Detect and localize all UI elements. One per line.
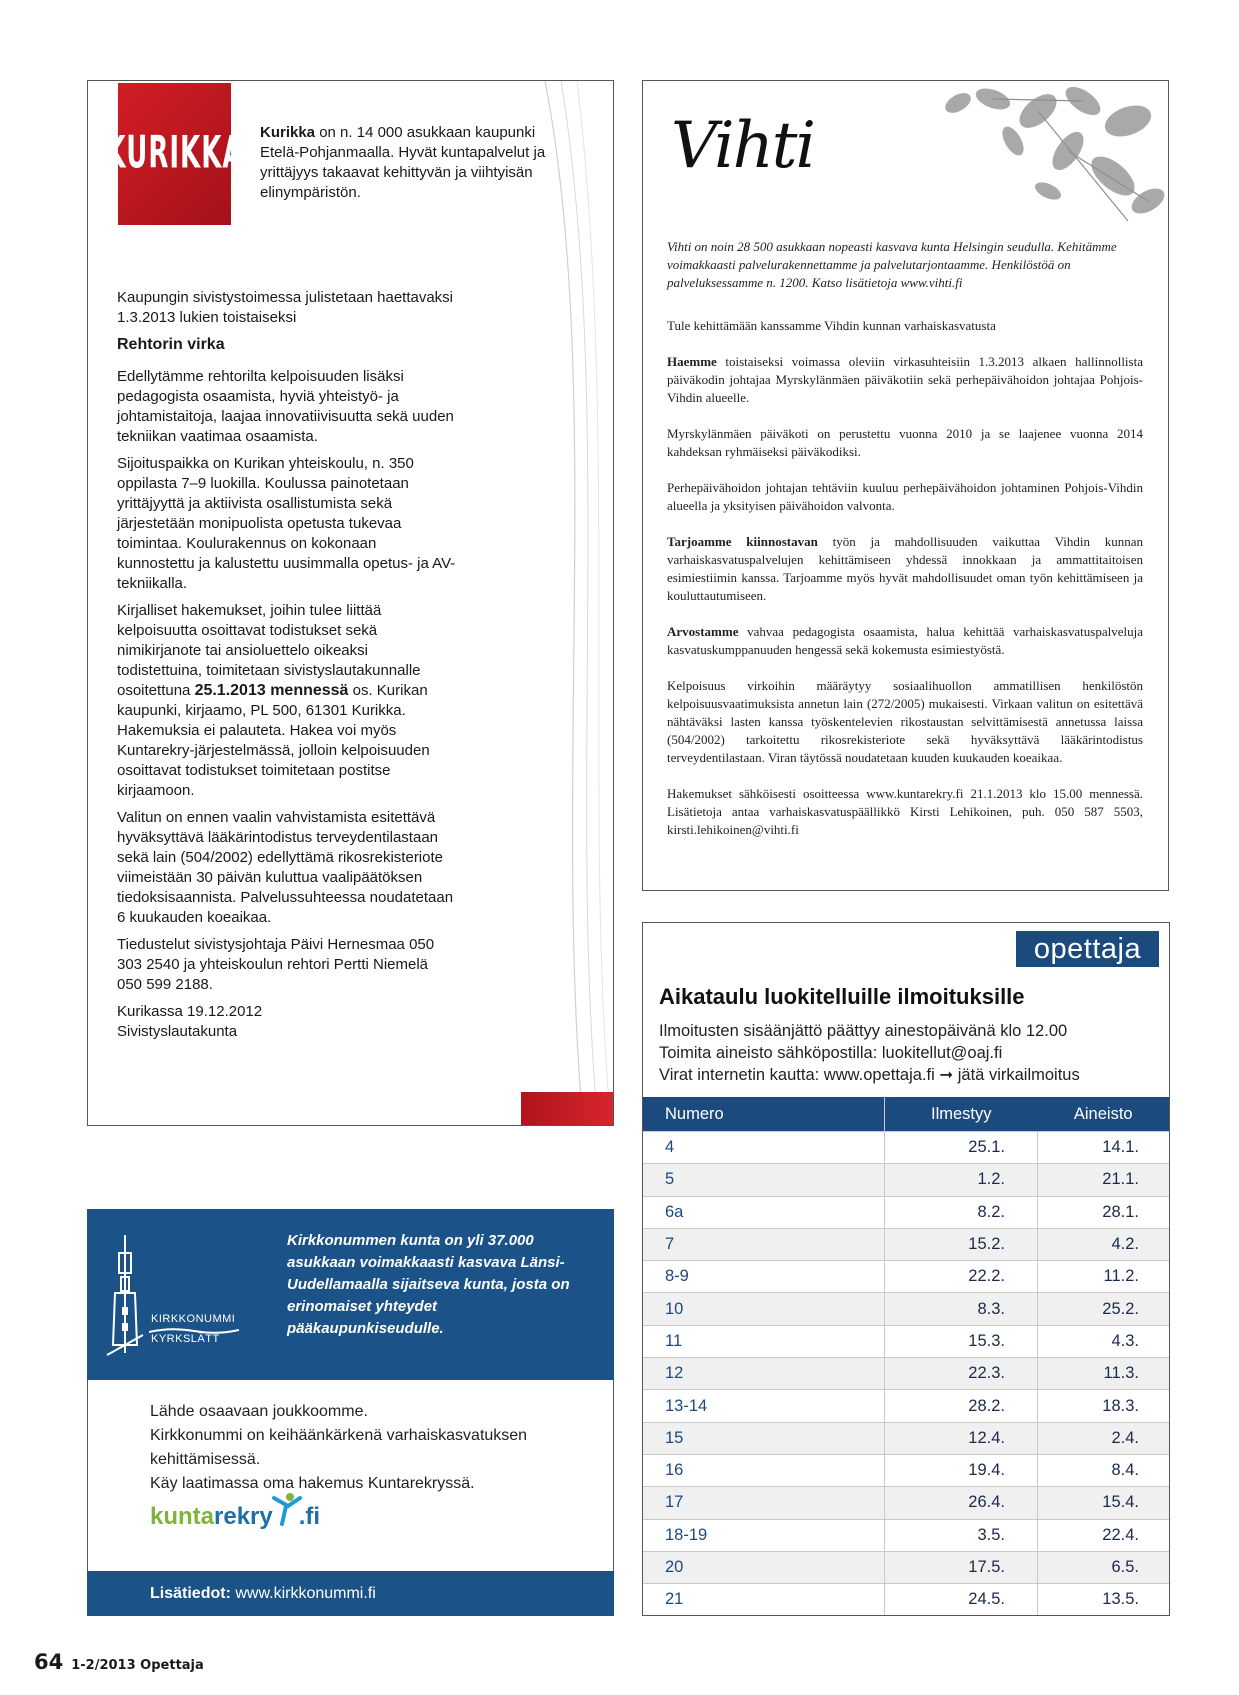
issue-number-cell: 16 (643, 1454, 885, 1486)
publish-date-cell: 22.3. (885, 1358, 1038, 1390)
schedule-instructions (659, 1020, 1159, 1086)
publish-date-cell: 15.2. (885, 1228, 1038, 1260)
issue-number-cell: 11 (643, 1325, 885, 1357)
vihti-tarjoamme-text: työn ja mahdollisuuden vaikuttaa Vihdin kunnan varhaiskasvatuspalvelujen kehittämiseen yhdessä innokkaan ja ammattitaitoisen esimiestiimin kanssa. Tarjoamme myös hyvät mahdollisuudet oman työn kehittämiseen ja kouluttautumiseen. (667, 534, 1143, 603)
vihti-body (667, 317, 1143, 857)
schedule-table (643, 1097, 1169, 1615)
issue-number-cell: 20 (643, 1551, 885, 1583)
issue-number-cell: 18-19 (643, 1519, 885, 1551)
leaves-illustration (898, 81, 1168, 231)
message-line: Käy laatimassa oma hakemus Kuntarekryssä. (150, 1475, 475, 1492)
table-row (643, 1228, 1169, 1260)
deadline-cell: 11.2. (1038, 1261, 1170, 1293)
kurikka-contacts: Tiedustelut sivistysjohtaja Päivi Hernesmaa 050 303 2540 ja yhteiskoulun rehtori Pertti Niemelä 050 599 2188. (117, 936, 435, 993)
issue-number-cell: 17 (643, 1487, 885, 1519)
opettaja-logo: opettaja (1016, 931, 1159, 967)
deadline-cell: 2.4. (1038, 1422, 1170, 1454)
kurikka-job-ad (87, 80, 614, 1126)
column-header: Ilmestyy (885, 1097, 1038, 1132)
table-row (643, 1196, 1169, 1228)
table-row (643, 1132, 1169, 1164)
issue-label: 1-2/2013 Opettaja (71, 1658, 204, 1673)
deadline-cell: 6.5. (1038, 1551, 1170, 1583)
application-text: Kirjalliset hakemukset, joihin tulee liittää kelpoisuutta osoittavat todistukset sekä nimikirjanote tai ansioluettelo oikeaksi todistettuina, toimitetaan sivistyslautakunnalle osoitettuna (117, 602, 421, 699)
vihti-job-ad (642, 80, 1169, 891)
publish-date-cell: 28.2. (885, 1390, 1038, 1422)
deadline-cell: 21.1. (1038, 1164, 1170, 1196)
kuntarekry-logo-part: kunta (150, 1503, 215, 1530)
brand-name-sv: KYRKSLÄTT (151, 1333, 220, 1345)
deadline-cell: 28.1. (1038, 1196, 1170, 1228)
deadline-cell: 14.1. (1038, 1132, 1170, 1164)
vihti-haemme-text: toistaiseksi voimassa oleviin virkasuhteisiin 1.3.2013 alkaen hallinnollista päiväkodin johtajaa Myrskylänmäen päiväkotiin sekä perhepäivähoidon johtajaa Pohjois-Vihdin alueelle. (667, 354, 1143, 405)
kirkkonummi-message (150, 1400, 590, 1496)
publish-date-cell: 22.2. (885, 1261, 1038, 1293)
vihti-lead: Tule kehittämään kanssamme Vihdin kunnan varhaiskasvatusta (667, 318, 996, 333)
table-header-row (643, 1097, 1169, 1132)
vihti-tarjoamme-label: Tarjoamme kiinnostavan (667, 534, 818, 549)
table-row (643, 1325, 1169, 1357)
instruction-line: Virat internetin kautta: www.opettaja.fi ➞ jätä virkailmoitus (659, 1066, 1080, 1084)
issue-number-cell: 15 (643, 1422, 885, 1454)
kurikka-intro (260, 123, 560, 203)
message-line: Lähde osaavaan joukkoomme. (150, 1403, 368, 1420)
column-header: Aineisto (1038, 1097, 1170, 1132)
person-jumping-icon (266, 1492, 302, 1526)
publish-date-cell: 24.5. (885, 1584, 1038, 1616)
decorative-red-bar (521, 1092, 613, 1125)
schedule-table-body (643, 1132, 1169, 1616)
publish-date-cell: 3.5. (885, 1519, 1038, 1551)
decorative-curve (543, 81, 613, 1125)
message-line: Kirkkonummi on keihäänkärkenä varhaiskasvatuksen kehittämisessä. (150, 1427, 528, 1468)
issue-number-cell: 7 (643, 1228, 885, 1260)
issue-number-cell: 8-9 (643, 1261, 885, 1293)
table-row (643, 1358, 1169, 1390)
kirkkonummi-tagline: Kirkkonummen kunta on yli 37.000 asukkaan voimakkaasti kasvava Länsi-Uudellamaalla sijaitseva kunta, josta on erinomaiset yhteydet pääkaupunkiseudulle. (287, 1232, 570, 1337)
publish-date-cell: 17.5. (885, 1551, 1038, 1583)
position-title: Rehtorin virka (117, 336, 225, 353)
page-number: 64 (34, 1650, 64, 1674)
kurikka-paragraph (117, 601, 457, 801)
kirkkonummi-job-ad (87, 1209, 614, 1616)
signature-organization: Sivistyslautakunta (117, 1023, 238, 1040)
deadline-cell: 8.4. (1038, 1454, 1170, 1486)
deadline-cell: 4.3. (1038, 1325, 1170, 1357)
vihti-paragraph: Myrskylänmäen päiväkoti on perustettu vuonna 2010 ja se laajenee vuonna 2014 kahdeksan ryhmäiseksi päiväkodiksi. (667, 426, 1143, 459)
vihti-haemme-label: Haemme (667, 354, 717, 369)
kurikka-intro-text: on n. 14 000 asukkaan kaupunki Etelä-Pohjanmaalla. Hyvät kuntapalvelut ja yrittäjyys takaavat kehittyvän ja viihtyisän elinympäristön. (260, 124, 546, 201)
schedule-title: Aikataulu luokitelluille ilmoituksille (659, 984, 1025, 1009)
publish-date-cell: 19.4. (885, 1454, 1038, 1486)
issue-number-cell: 4 (643, 1132, 885, 1164)
vihti-paragraph (667, 533, 1143, 605)
publish-date-cell: 12.4. (885, 1422, 1038, 1454)
info-url[interactable]: www.kirkkonummi.fi (230, 1585, 376, 1602)
deadline-cell: 4.2. (1038, 1228, 1170, 1260)
vihti-paragraph (667, 623, 1143, 659)
application-deadline: 25.1.2013 mennessä (194, 682, 349, 699)
vihti-paragraph (667, 353, 1143, 407)
signature-place-date: Kurikassa 19.12.2012 (117, 1003, 263, 1020)
kurikka-paragraph: Valitun on ennen vaalin vahvistamista esitettävä hyväksyttävä lääkärintodistus terveydentilastaan sekä lain (504/2002) edellyttämä rikosrekisteriote viimeistään 30 päivän kuluttua vaalipäätöksen tiedoksisaannista. Palvelussuhteessa noudatetaan 6 kuukauden koeaikaa. (117, 809, 454, 926)
kurikka-lead: Kaupungin sivistystoimessa julistetaan haettavaksi 1.3.2013 lukien toistaiseksi (117, 289, 454, 326)
publish-date-cell: 8.3. (885, 1293, 1038, 1325)
column-header: Numero (643, 1097, 885, 1132)
publish-date-cell: 26.4. (885, 1487, 1038, 1519)
vihti-arvostamme-text: vahvaa pedagogista osaamista, halua kehittää varhaiskasvatuspalveluja kasvatuskumppanuuden hengessä sekä kokemusta esimiestyöstä. (667, 624, 1143, 657)
publish-date-cell: 8.2. (885, 1196, 1038, 1228)
deadline-cell: 13.5. (1038, 1584, 1170, 1616)
ad-schedule-box (642, 922, 1170, 1616)
deadline-cell: 18.3. (1038, 1390, 1170, 1422)
vihti-paragraph: Perhepäivähoidon johtajan tehtäviin kuuluu perhepäivähoidon johtaminen Pohjois-Vihdin alueella ja yksityisen päivähoidon valvonta. (667, 480, 1143, 513)
info-label: Lisätiedot: (150, 1585, 231, 1602)
kurikka-signature (117, 1002, 457, 1042)
instruction-line: Ilmoitusten sisäänjättö päättyy ainestopäivänä klo 12.00 (659, 1022, 1068, 1040)
lighthouse-icon (103, 1233, 147, 1359)
table-row (643, 1487, 1169, 1519)
kurikka-paragraph: Edellytämme rehtorilta kelpoisuuden lisäksi pedagogista osaamista, hyviä yhteistyö- ja johtamistaitoja, laajaa innovatiivisuutta sekä uuden tekniikan vaatimaa osaamista. (117, 368, 454, 445)
deadline-cell: 11.3. (1038, 1358, 1170, 1390)
vihti-arvostamme-label: Arvostamme (667, 624, 739, 639)
kurikka-logo-text: KURIKKA (105, 128, 244, 180)
issue-number-cell: 12 (643, 1358, 885, 1390)
table-row (643, 1519, 1169, 1551)
publish-date-cell: 15.3. (885, 1325, 1038, 1357)
vihti-paragraph: Kelpoisuus virkoihin määräytyy sosiaalihuollon ammatillisen henkilöstön kelpoisuusvaatimuksista annetun lain (272/2005) mukaisesti. Virkaan valitun on esitettävä nähtäväksi lasten kanssa työskentelevien rikostaustan selvittämisestä annetussa laissa (504/2002) tarkoitettu rikosrekisteriote sekä hyväksyttävä lääkärintodistus terveydentilastaan. Viran täytössä noudatetaan kuuden kuukauden koeaikaa. (667, 678, 1143, 765)
issue-number-cell: 5 (643, 1164, 885, 1196)
vihti-paragraph: Hakemukset sähköisesti osoitteessa www.kuntarekry.fi 21.1.2013 klo 15.00 mennessä. Lisätietoja antaa varhaiskasvatuspäällikkö Kirsti Lehikoinen, puh. 050 587 5503, kirsti.lehikoinen@vihti.fi (667, 786, 1143, 837)
issue-number-cell: 10 (643, 1293, 885, 1325)
table-row (643, 1261, 1169, 1293)
issue-number-cell: 21 (643, 1584, 885, 1616)
table-row (643, 1551, 1169, 1583)
publish-date-cell: 25.1. (885, 1132, 1038, 1164)
kurikka-name: Kurikka (260, 124, 316, 141)
table-row (643, 1390, 1169, 1422)
deadline-cell: 22.4. (1038, 1519, 1170, 1551)
page-footer (34, 1650, 204, 1674)
kurikka-paragraph: Sijoituspaikka on Kurikan yhteiskoulu, n. 350 oppilasta 7–9 luokilla. Koulussa painotetaan yrittäjyyttä ja aktiivista osallistumista sekä järjestetään monipuolista opetusta tukevaa toimintaa. Koulurakennus on kokonaan kunnostettu ja kalustettu uusimmalla opetus- ja AV-tekniikalla. (117, 455, 456, 592)
kirkkonummi-message-area (87, 1380, 614, 1571)
kurikka-logo (105, 83, 244, 225)
kuntarekry-logo-part: .fi (298, 1503, 321, 1530)
table-row (643, 1584, 1169, 1616)
kurikka-body (117, 288, 457, 1049)
deadline-cell: 25.2. (1038, 1293, 1170, 1325)
application-address: os. Kurikan kaupunki, kirjaamo, PL 500, 61301 Kurikka. Hakemuksia ei palauteta. Hakea voi myös Kuntarekry-järjestelmässä, jolloin kelpoisuuden osoittavat todistukset toimitetaan postitse kirjaamoon. (117, 682, 430, 799)
table-row (643, 1164, 1169, 1196)
vihti-intro: Vihti on noin 28 500 asukkaan nopeasti kasvava kunta Helsingin seudulla. Kehitämme voimakkaasti palvelurakennettamme ja palvelutarjontaamme. Henkilöstöä on palveluksessamme n. 1200. Katso lisätietoja www.vihti.fi (667, 239, 1117, 290)
kuntarekry-logo-part: rekry (214, 1503, 273, 1530)
instruction-line: Toimita aineisto sähköpostilla: luokitellut@oaj.fi (659, 1044, 1003, 1062)
kirkkonummi-footer (87, 1571, 614, 1616)
deadline-cell: 15.4. (1038, 1487, 1170, 1519)
table-row (643, 1454, 1169, 1486)
table-row (643, 1293, 1169, 1325)
brand-name-fi: KIRKKONUMMI (151, 1313, 236, 1325)
publish-date-cell: 1.2. (885, 1164, 1038, 1196)
issue-number-cell: 13-14 (643, 1390, 885, 1422)
kirkkonummi-header (87, 1209, 614, 1380)
issue-number-cell: 6a (643, 1196, 885, 1228)
vihti-logo: Vihti (671, 109, 814, 183)
table-row (643, 1422, 1169, 1454)
